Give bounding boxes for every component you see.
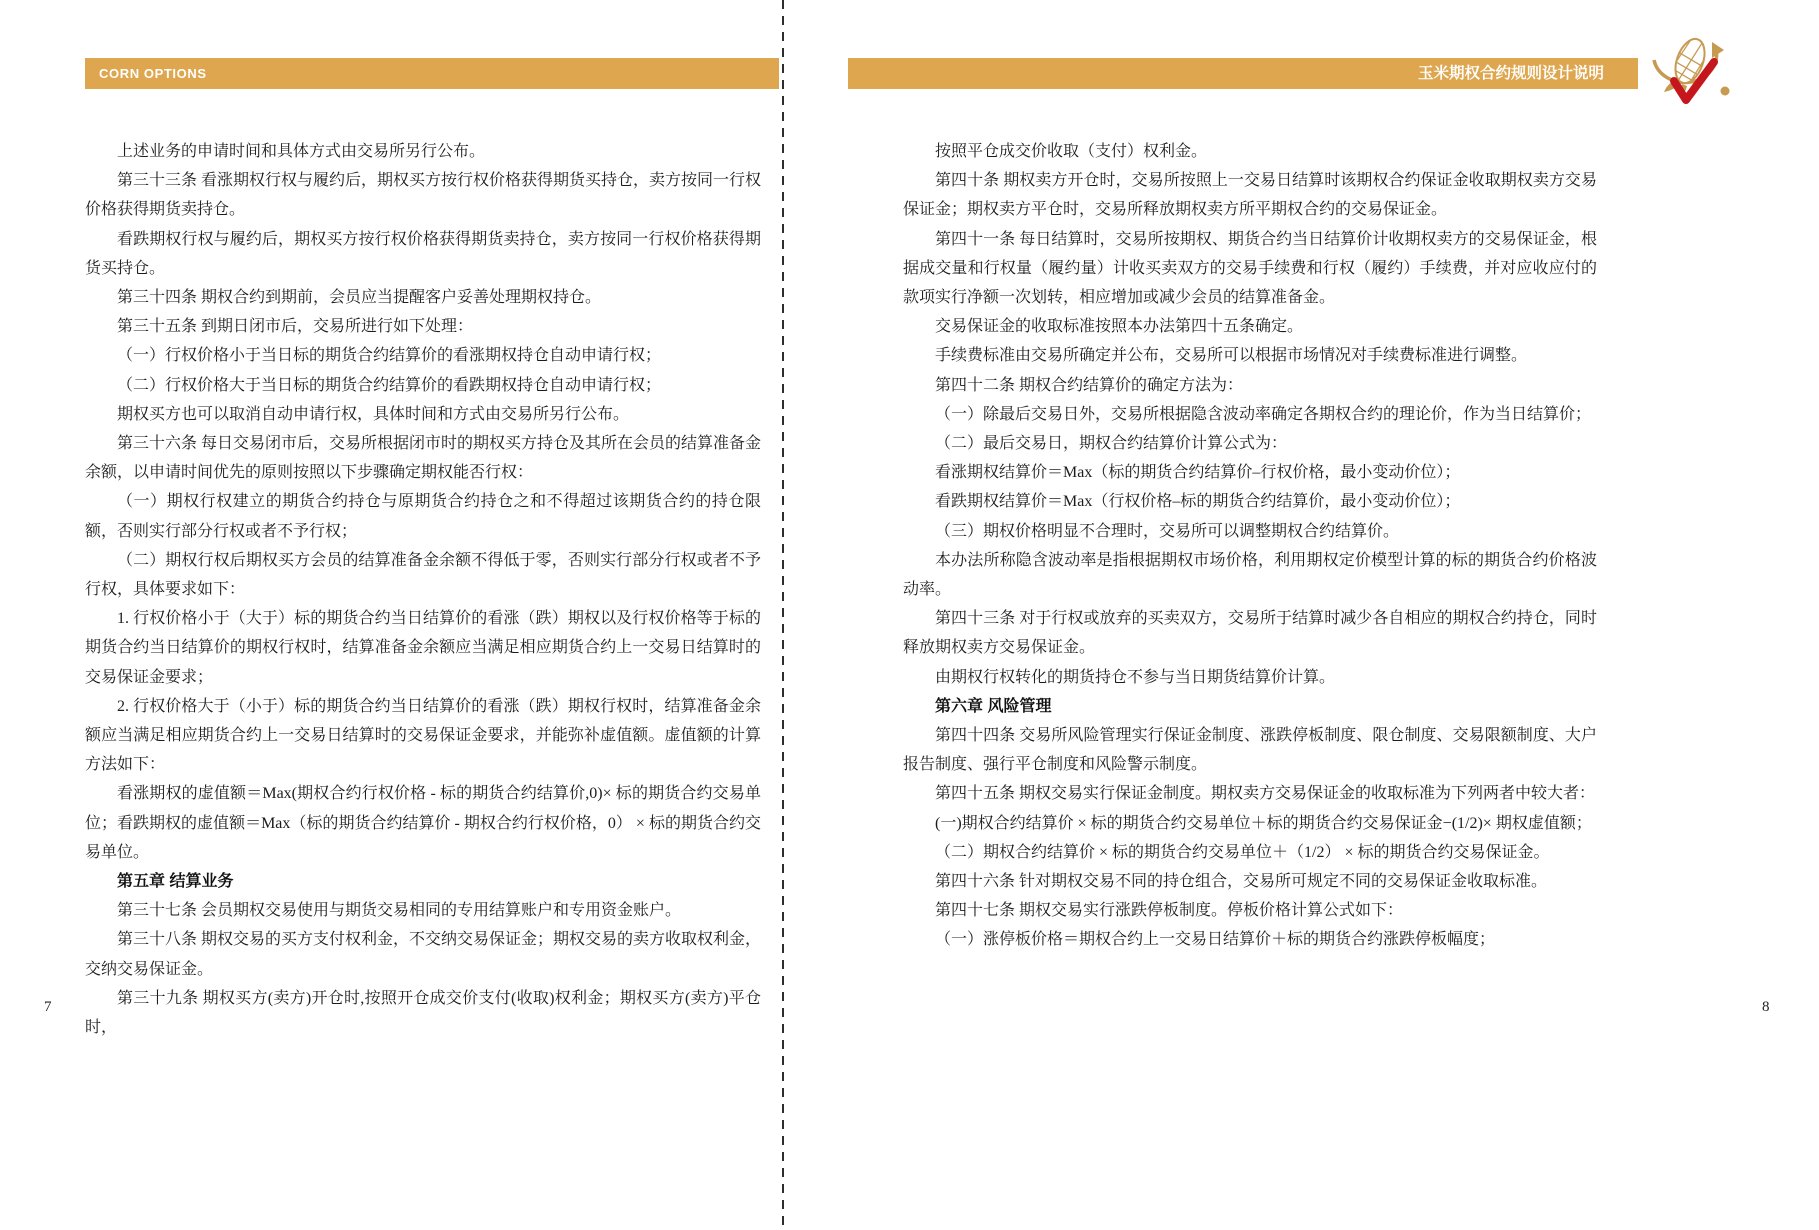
left-text-column <box>85 137 761 1042</box>
paragraph: 第四十七条 期权交易实行涨跌停板制度。停板价格计算公式如下： <box>935 902 1404 920</box>
paragraph: 看跌期权行权与履约后，期权买方按行权价格获得期货卖持仓，卖方按同一行权价格获得期货买持仓。 <box>85 230 761 277</box>
paragraph: 第四十五条 期权交易实行保证金制度。期权卖方交易保证金的收取标准为下列两者中较大者： <box>935 785 1596 803</box>
paragraph: （二）行权价格大于当日标的期货合约结算价的看跌期权持仓自动申请行权； <box>117 376 662 394</box>
paragraph: (一)期权合约结算价 × 标的期货合约交易单位＋标的期货合约交易保证金−(1/2)× 期权虚值额； <box>935 814 1592 832</box>
paragraph: 第三十七条 会员期权交易使用与期货交易相同的专用结算账户和专用资金账户。 <box>117 902 682 920</box>
paragraph: （一）期权行权建立的期货合约持仓与原期货合约持仓之和不得超过该期货合约的持仓限额，否则实行部分行权或者不予行权； <box>85 493 761 540</box>
paragraph: （一）涨停板价格＝期权合约上一交易日结算价＋标的期货合约涨跌停板幅度； <box>935 931 1496 949</box>
paragraph: （一）行权价格小于当日标的期货合约结算价的看涨期权持仓自动申请行权； <box>117 347 662 365</box>
paragraph: 交易保证金的收取标准按照本办法第四十五条确定。 <box>935 318 1304 336</box>
paragraph: 第四十四条 交易所风险管理实行保证金制度、涨跌停板制度、限仓制度、交易限额制度、大户报告制度、强行平仓制度和风险警示制度。 <box>903 727 1597 774</box>
right-header-title: 玉米期权合约规则设计说明 <box>1417 65 1604 82</box>
center-fold-divider <box>782 0 784 1230</box>
paragraph: 由期权行权转化的期货持仓不参与当日期货结算价计算。 <box>935 668 1336 686</box>
paragraph: （二）最后交易日，期权合约结算价计算公式为： <box>935 435 1288 453</box>
right-text-column <box>903 137 1597 955</box>
paragraph: 第四十六条 针对期权交易不同的持仓组合，交易所可规定不同的交易保证金收取标准。 <box>935 873 1548 891</box>
corn-logo <box>1638 34 1738 108</box>
left-header-bar <box>85 58 779 89</box>
paragraph: 看涨期权的虚值额＝Max(期权合约行权价格 - 标的期货合约结算价,0)× 标的期货合约交易单位；看跌期权的虚值额＝Max（标的期货合约结算价 - 期权合约行权价格，0） × 标的期货合约交易单位。 <box>85 785 761 861</box>
paragraph: 2. 行权价格大于（小于）标的期货合约当日结算价的看涨（跌）期权行权时，结算准备金余额应当满足相应期货合约上一交易日结算时的交易保证金要求，并能弥补虚值额。虚值额的计算方法如下： <box>85 697 761 774</box>
right-header-bar <box>848 58 1638 89</box>
paragraph: 第三十五条 到期日闭市后，交易所进行如下处理： <box>117 318 474 336</box>
corn-icon <box>1638 34 1738 108</box>
paragraph: 第四十条 期权卖方开仓时，交易所按照上一交易日结算时该期权合约保证金收取期权卖方交易保证金；期权卖方平仓时，交易所释放期权卖方所平期权合约的交易保证金。 <box>903 172 1597 219</box>
chapter-heading-5: 第五章 结算业务 <box>117 873 234 891</box>
paragraph: 第三十三条 看涨期权行权与履约后，期权买方按行权价格获得期货买持仓，卖方按同一行权价格获得期货卖持仓。 <box>85 172 762 219</box>
paragraph: 1. 行权价格小于（大于）标的期货合约当日结算价的看涨（跌）期权以及行权价格等于标的期货合约当日结算价的期权行权时，结算准备金余额应当满足相应期货合约上一交易日结算时的交易保证金要求； <box>85 610 761 686</box>
paragraph: （三）期权价格明显不合理时，交易所可以调整期权合约结算价。 <box>935 522 1400 540</box>
paragraph: （一）除最后交易日外，交易所根据隐含波动率确定各期权合约的理论价，作为当日结算价； <box>935 405 1592 423</box>
left-header-label: CORN OPTIONS <box>99 66 207 81</box>
paragraph: 手续费标准由交易所确定并公布，交易所可以根据市场情况对手续费标准进行调整。 <box>935 347 1528 365</box>
paragraph: 第三十四条 期权合约到期前，会员应当提醒客户妥善处理期权持仓。 <box>117 289 602 307</box>
paragraph: 第四十三条 对于行权或放弃的买卖双方，交易所于结算时减少各自相应的期权合约持仓，同时释放期权卖方交易保证金。 <box>903 610 1597 657</box>
paragraph: 第三十八条 期权交易的买方支付权利金，不交纳交易保证金；期权交易的卖方收取权利金，交纳交易保证金。 <box>85 931 762 978</box>
paragraph: 第四十一条 每日结算时，交易所按期权、期货合约当日结算价计收期权卖方的交易保证金，根据成交量和行权量（履约量）计收买卖双方的交易手续费和行权（履约）手续费，并对应收应付的款项实行净额一次划转，相应增加或减少会员的结算准备金。 <box>903 230 1597 307</box>
page-number-right: 8 <box>1762 999 1770 1015</box>
paragraph: 上述业务的申请时间和具体方式由交易所另行公布。 <box>117 143 486 160</box>
paragraph: 第三十九条 期权买方(卖方)开仓时,按照开仓成交价支付(收取)权利金；期权买方(卖方)平仓时， <box>85 989 761 1037</box>
paragraph: （二）期权行权后期权买方会员的结算准备金余额不得低于零，否则实行部分行权或者不予行权，具体要求如下： <box>85 551 761 599</box>
chapter-heading-6: 第六章 风险管理 <box>935 697 1052 715</box>
paragraph: 第四十二条 期权合约结算价的确定方法为： <box>935 376 1244 394</box>
paragraph: 看涨期权结算价＝Max（标的期货合约结算价–行权价格，最小变动价位）； <box>935 464 1461 482</box>
paragraph: 看跌期权结算价＝Max（行权价格–标的期货合约结算价，最小变动价位）； <box>935 493 1461 511</box>
paragraph: 第三十六条 每日交易闭市后，交易所根据闭市时的期权买方持仓及其所在会员的结算准备金余额，以申请时间优先的原则按照以下步骤确定期权能否行权： <box>85 435 762 482</box>
paragraph: （二）期权合约结算价 × 标的期货合约交易单位＋（1/2） × 标的期货合约交易保证金。 <box>935 843 1550 861</box>
paragraph: 期权买方也可以取消自动申请行权，具体时间和方式由交易所另行公布。 <box>117 405 630 423</box>
paragraph: 本办法所称隐含波动率是指根据期权市场价格，利用期权定价模型计算的标的期货合约价格波动率。 <box>903 551 1597 599</box>
page-number-left: 7 <box>44 999 52 1015</box>
paragraph: 按照平仓成交价收取（支付）权利金。 <box>935 143 1208 160</box>
